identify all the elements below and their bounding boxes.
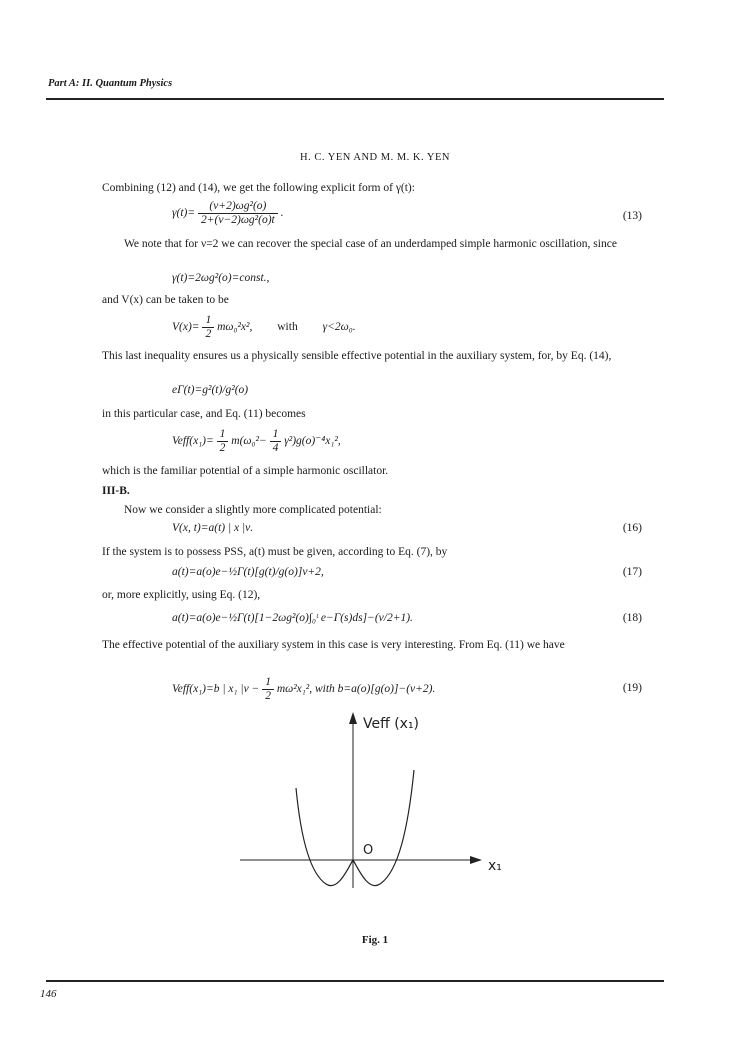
equation-gamma: eΓ(t)=g²(t)/g²(o) (172, 384, 249, 396)
y-axis-label: Veff (x₁) (363, 716, 420, 732)
eq13-lhs: γ(t)= (172, 207, 196, 220)
eq-veff-rhs: γ²)g(o)⁻⁴x₁², (284, 435, 341, 448)
eq13-fraction (198, 200, 278, 227)
eq-veff-fraction-1 (217, 428, 229, 455)
paragraph-7: Now we consider a slightly more complicated potential: (124, 504, 382, 516)
eq-vx-rhs: mω₀²x², (217, 321, 253, 334)
authors-line: H. C. YEN AND M. M. K. YEN (300, 152, 450, 163)
x-axis-arrowhead (470, 856, 482, 864)
eq-veff-numerator-1: 1 (217, 428, 229, 442)
origin-label: O (363, 843, 374, 858)
eq-veff-denominator-1: 2 (219, 442, 226, 454)
y-axis-arrowhead (349, 712, 357, 724)
paragraph-6: which is the familiar potential of a simple harmonic oscillator. (102, 465, 389, 477)
page-number: 146 (40, 988, 57, 1000)
figure-caption: Fig. 1 (361, 934, 389, 946)
eq-vx-with: with (277, 321, 298, 334)
paragraph-10: The effective potential of the auxiliary system in this case is very interesting. From Eq. (11) we have (102, 639, 565, 651)
paragraph-2: We note that for ν=2 we can recover the special case of an underdamped simple harmonic oscillation, since (124, 238, 617, 250)
eq-veff-numerator-2: 1 (270, 428, 282, 442)
eq-vx-numerator: 1 (202, 314, 214, 328)
eq19-lhs: Veff(x₁)=b | x₁ |ν − (172, 683, 260, 696)
equation-13 (172, 200, 284, 227)
eq13-tail: . (280, 207, 284, 220)
equation-vx (172, 314, 356, 341)
equation-veff (172, 428, 341, 455)
section-heading: III-B. (102, 485, 130, 497)
eq-veff-denominator-2: 4 (272, 442, 279, 454)
eq13-number: (13) (622, 210, 642, 222)
footer-rule (46, 980, 664, 982)
eq19-fraction (262, 676, 274, 703)
header-rule (46, 98, 664, 100)
paragraph-8: If the system is to possess PSS, a(t) must be given, according to Eq. (7), by (102, 546, 448, 558)
paragraph-4: This last inequality ensures us a physically sensible effective potential in the auxiliary system, for, by Eq. (14), (102, 350, 612, 362)
running-head: Part A: II. Quantum Physics (48, 78, 173, 89)
eq-vx-fraction (202, 314, 214, 341)
x-axis-label: x₁ (488, 858, 502, 874)
potential-curve (296, 770, 414, 886)
eq13-numerator: (ν+2)ωg²(o) (198, 200, 278, 214)
paragraph-1: Combining (12) and (14), we get the following explicit form of γ(t): (102, 182, 415, 194)
figure-1-plot (230, 700, 520, 900)
eq17-number: (17) (622, 566, 642, 578)
equation-16: V(x, t)=a(t) | x |ν. (172, 522, 254, 534)
equation-const: γ(t)=2ωg²(o)=const., (172, 272, 270, 284)
paragraph-5: in this particular case, and Eq. (11) becomes (102, 408, 306, 420)
equation-18: a(t)=a(o)e−½Γ(t)[1−2ωg²(o)∫₀ᵗ e−Γ(s)ds]−(ν/2+1). (172, 612, 413, 624)
eq-veff-fraction-2 (270, 428, 282, 455)
eq19-numerator: 1 (262, 676, 274, 690)
eq-vx-condition: γ<2ω₀. (322, 321, 356, 334)
eq19-number: (19) (622, 682, 642, 694)
eq18-number: (18) (622, 612, 642, 624)
equation-19 (172, 676, 435, 703)
eq-vx-lhs: V(x)= (172, 321, 200, 334)
eq-vx-denominator: 2 (205, 328, 212, 340)
equation-17: a(t)=a(o)e−½Γ(t)[g(t)/g(o)]ν+2, (172, 566, 324, 578)
paragraph-3: and V(x) can be taken to be (102, 294, 229, 306)
paragraph-9: or, more explicitly, using Eq. (12), (102, 589, 261, 601)
eq13-denominator: 2+(ν−2)ωg²(o)t (201, 214, 275, 226)
eq-veff-mid: m(ω₀²− (231, 435, 267, 448)
eq16-number: (16) (622, 522, 642, 534)
eq-veff-lhs: Veff(x₁)= (172, 435, 214, 448)
eq19-rhs: mω²x₁², with b=a(o)[g(o)]−(ν+2). (276, 683, 436, 696)
eq19-denominator: 2 (265, 690, 271, 702)
